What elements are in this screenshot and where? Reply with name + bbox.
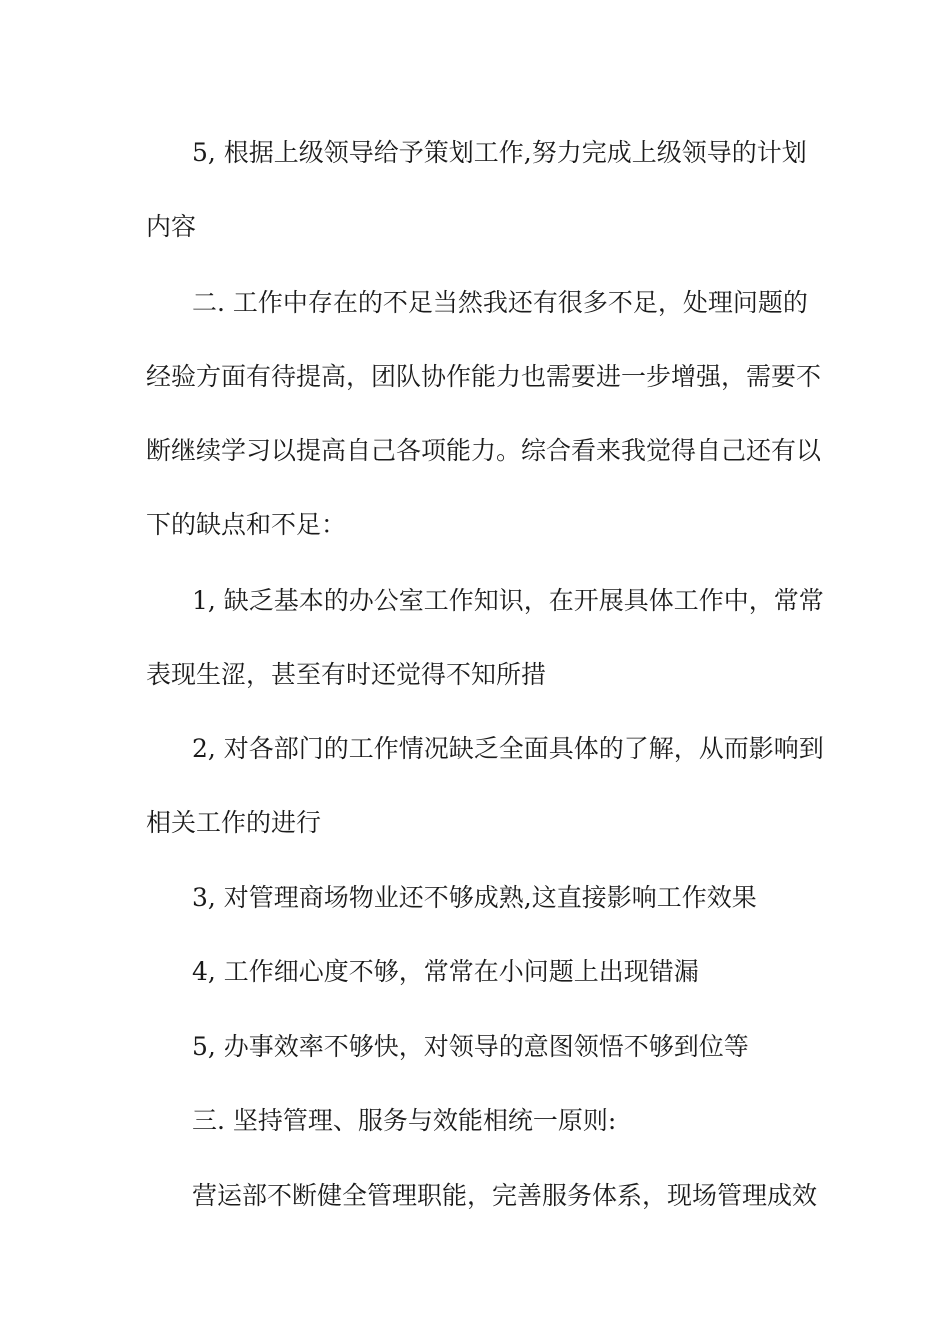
list-item-1-cont: 表现生涩，甚至有时还觉得不知所措 <box>146 660 547 689</box>
list-item-1: 1, 缺乏基本的办公室工作知识，在开展具体工作中，常常 <box>192 586 824 615</box>
text-line-item-5-planning: 5, 根据上级领导给予策划工作,努力完成上级领导的计划 <box>192 138 807 167</box>
text-line-item-5-cont: 内容 <box>146 212 197 241</box>
text-line-section-3-body: 营运部不断健全管理职能，完善服务体系，现场管理成效 <box>192 1181 818 1210</box>
section-heading-3: 三. 坚持管理、服务与效能相统一原则: <box>192 1106 617 1135</box>
list-item-2: 2, 对各部门的工作情况缺乏全面具体的了解，从而影响到 <box>192 734 824 763</box>
list-item-2-cont: 相关工作的进行 <box>146 808 322 837</box>
list-item-5: 5, 办事效率不够快，对领导的意图领悟不够到位等 <box>192 1032 749 1061</box>
list-item-3: 3, 对管理商场物业还不够成熟,这直接影响工作效果 <box>192 883 757 912</box>
list-item-4: 4, 工作细心度不够，常常在小问题上出现错漏 <box>192 957 699 986</box>
text-line-section-2-cont-1: 经验方面有待提高，团队协作能力也需要进一步增强，需要不 <box>146 362 822 391</box>
text-line-section-2-cont-3: 下的缺点和不足： <box>146 510 347 539</box>
section-heading-2: 二. 工作中存在的不足当然我还有很多不足，处理问题的 <box>192 288 808 317</box>
text-line-section-2-cont-2: 断继续学习以提高自己各项能力。综合看来我觉得自己还有以 <box>146 436 822 465</box>
